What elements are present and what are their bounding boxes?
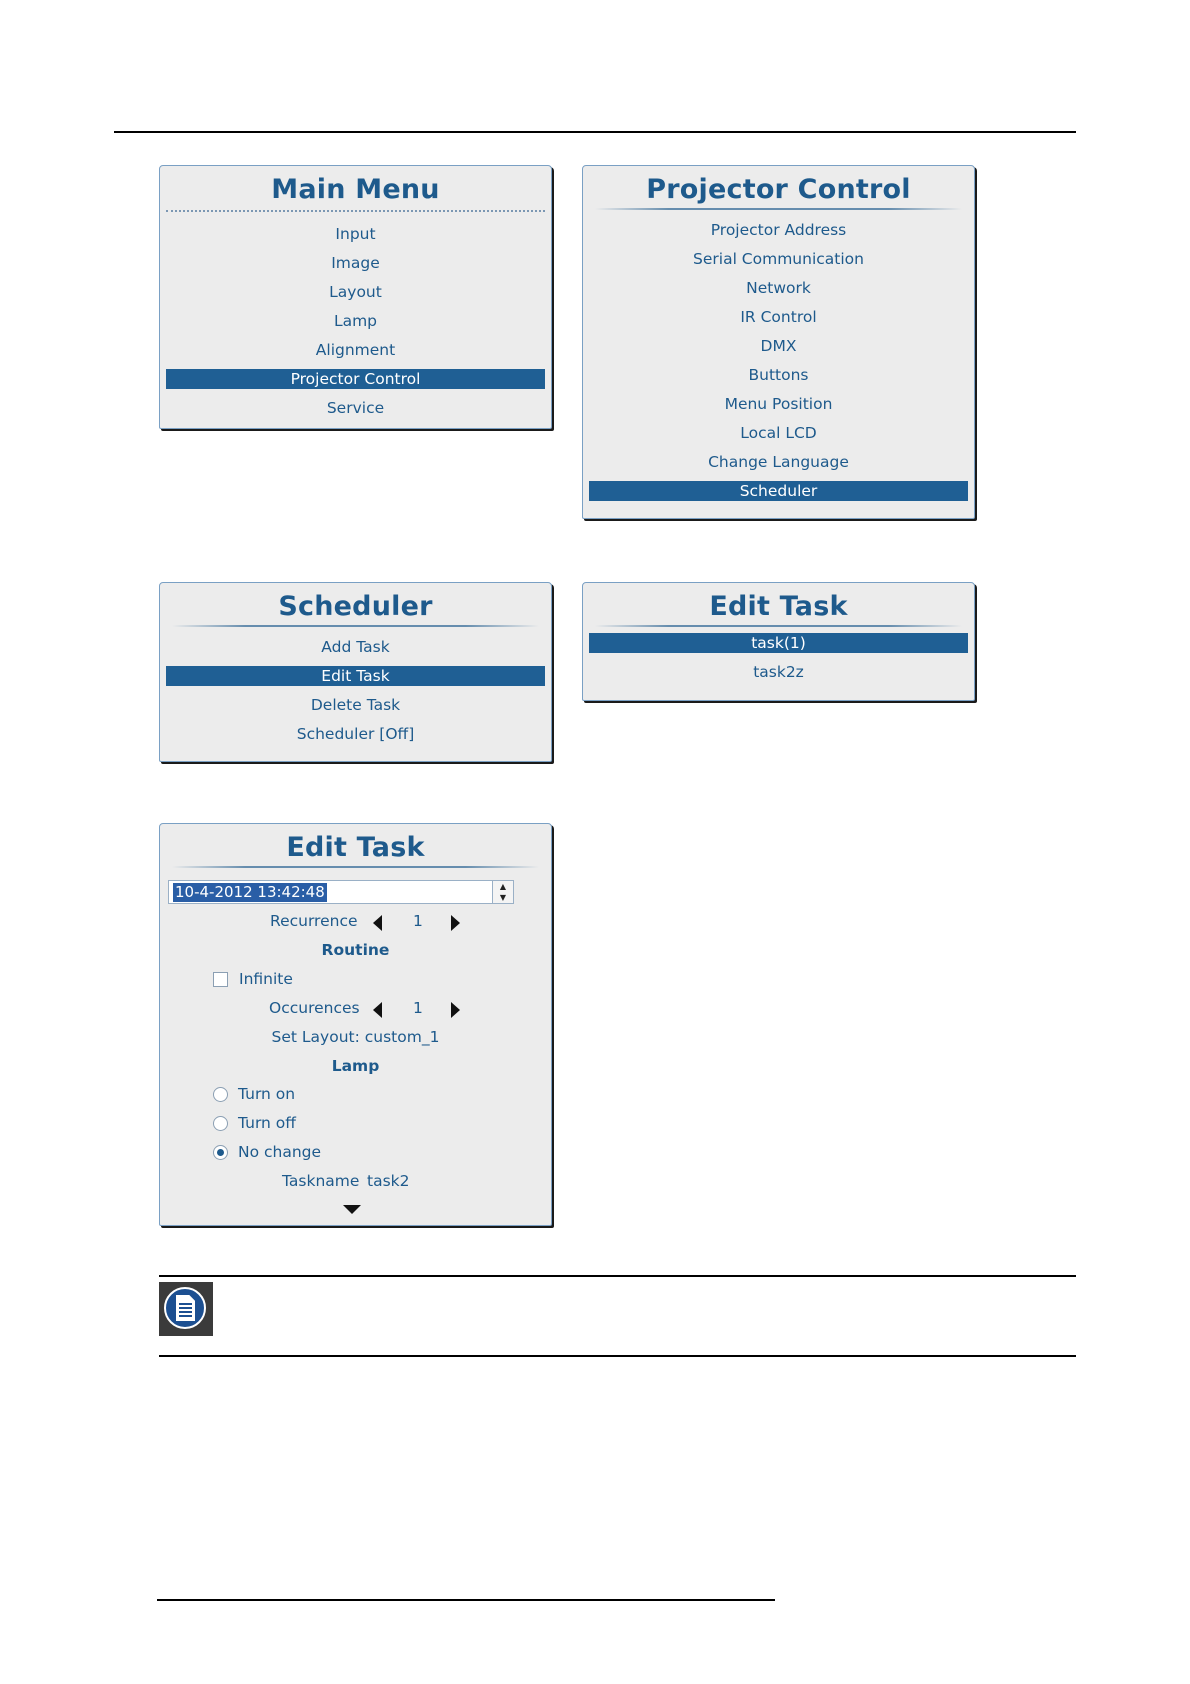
menu-item-change-language[interactable]: Change Language [708,453,849,471]
menu-item-dmx[interactable]: DMX [760,337,797,355]
main-menu-divider [166,210,545,212]
note-document-icon [159,1282,213,1336]
menu-item-input[interactable]: Input [335,225,376,243]
menu-item-lamp[interactable]: Lamp [333,312,378,330]
menu-item-edit-task[interactable]: Edit Task [166,666,545,686]
recurrence-value: 1 [413,912,423,930]
lamp-turn-on-label: Turn on [238,1085,296,1103]
menu-item-image[interactable]: Image [331,254,380,272]
note-bottom-rule [159,1355,1076,1357]
edit-task-list-title: Edit Task [709,591,848,622]
taskname-label: Taskname [282,1172,360,1190]
main-menu-list [160,220,551,423]
occurences-label: Occurences [269,999,360,1017]
routine-heading: Routine [321,941,390,959]
projector-control-panel [582,165,975,519]
lamp-turn-off-label: Turn off [238,1114,296,1132]
spinner-up-icon[interactable]: ▲ [499,882,507,891]
recurrence-label: Recurrence [270,912,358,930]
lamp-turn-on-radio[interactable] [213,1087,228,1102]
note-top-rule [159,1275,1076,1277]
edit-task-detail-panel [159,823,552,1226]
lamp-heading: Lamp [331,1057,380,1075]
scheduler-title: Scheduler [278,591,433,622]
occurences-value: 1 [413,999,423,1017]
lamp-no-change-label: No change [238,1143,322,1161]
menu-item-add-task[interactable]: Add Task [321,638,390,656]
menu-item-service[interactable]: Service [326,399,385,417]
taskname-value[interactable]: task2 [367,1172,410,1190]
datetime-input[interactable] [168,880,514,904]
lamp-turn-off-radio[interactable] [213,1116,228,1131]
main-menu-panel [159,165,552,429]
edit-task-list [583,633,974,687]
menu-item-projector-address[interactable]: Projector Address [710,221,847,239]
lamp-no-change-radio[interactable] [213,1145,228,1160]
menu-item-buttons[interactable]: Buttons [748,366,809,384]
scheduler-divider [172,625,539,627]
scheduler-list [160,633,551,749]
set-layout-item[interactable]: Set Layout: custom_1 [271,1028,440,1046]
infinite-checkbox[interactable] [213,972,228,987]
projector-control-divider [595,208,962,210]
menu-item-projector-control[interactable]: Projector Control [166,369,545,389]
menu-item-serial-communication[interactable]: Serial Communication [693,250,864,268]
infinite-label: Infinite [239,970,293,988]
datetime-value: 10-4-2012 13:42:48 [175,883,325,901]
menu-item-scheduler[interactable]: Scheduler [589,481,968,501]
edit-task-list-divider [595,625,962,627]
datetime-spinner[interactable] [492,881,513,903]
menu-item-ir-control[interactable]: IR Control [740,308,817,326]
menu-item-scheduler-toggle[interactable]: Scheduler [Off] [296,725,415,743]
edit-task-detail-title: Edit Task [286,832,425,863]
task-item-task2z[interactable]: task2z [753,663,804,681]
recurrence-decrease-icon[interactable] [373,915,382,931]
occurences-decrease-icon[interactable] [373,1002,382,1018]
menu-item-local-lcd[interactable]: Local LCD [740,424,817,442]
projector-control-title: Projector Control [646,174,911,205]
menu-item-alignment[interactable]: Alignment [315,341,396,359]
main-menu-title: Main Menu [271,174,440,205]
scheduler-panel [159,582,552,762]
footer-rule [157,1599,775,1601]
header-rule [114,131,1076,133]
edit-task-detail-divider [172,866,539,868]
scroll-down-icon[interactable] [343,1205,361,1214]
spinner-down-icon[interactable]: ▼ [499,893,507,902]
projector-control-list [583,216,974,501]
recurrence-increase-icon[interactable] [451,915,460,931]
menu-item-layout[interactable]: Layout [329,283,382,301]
edit-task-list-panel [582,582,975,701]
menu-item-menu-position[interactable]: Menu Position [724,395,833,413]
occurences-increase-icon[interactable] [451,1002,460,1018]
menu-item-delete-task[interactable]: Delete Task [310,696,401,714]
menu-item-network[interactable]: Network [746,279,811,297]
task-item-task1[interactable]: task(1) [589,633,968,653]
